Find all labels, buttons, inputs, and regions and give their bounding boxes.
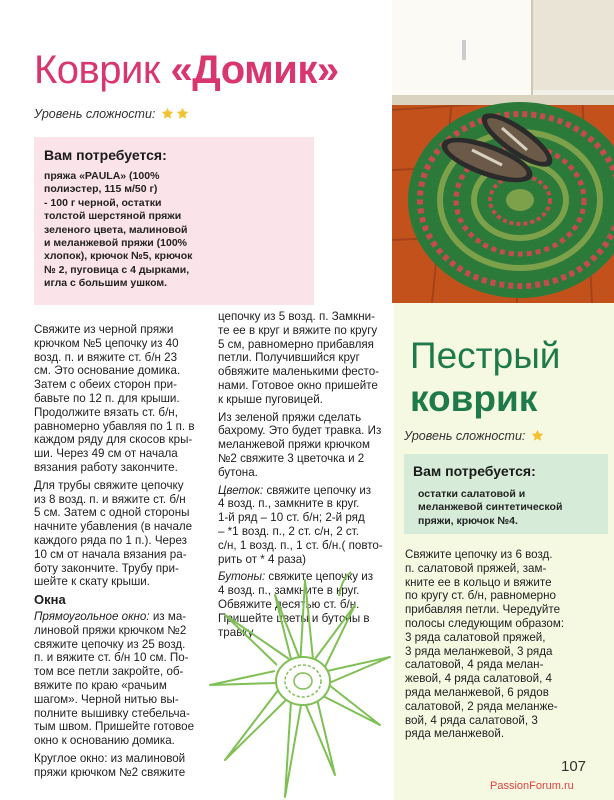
text-line: линовой пряжи крючком №2 — [34, 623, 187, 637]
text-line: из ма- — [149, 609, 187, 623]
text-line: 4 возд. п., замкните в круг. — [218, 584, 360, 598]
text-line: рить от * 4 раза) — [218, 552, 307, 566]
text-line: с/н, 1 возд. п., 1 ст. б/н.( повто- — [218, 538, 383, 552]
paragraph — [34, 323, 214, 475]
article1-level — [34, 107, 189, 121]
watermark: PassionForum.ru — [490, 780, 574, 792]
article1-title-name: «Домик» — [170, 48, 339, 92]
text-line: из 8 возд. п. и вяжите ст. б/н — [34, 492, 186, 506]
text-line: 5 см. Затем с одной стороны — [34, 506, 190, 520]
text-line: Круглое окно: из малиновой — [34, 751, 186, 765]
paragraph — [34, 752, 214, 780]
text-line: каждом ряду для скосов кры- — [34, 433, 193, 447]
text-line: 3 ряда салатовой пряжей, — [405, 630, 546, 644]
article1-materials-title: Вам потребуется: — [44, 147, 167, 163]
text-line: начните убавления (в начале — [34, 520, 193, 534]
text-line: 5 см, равномерно прибавляя — [218, 337, 374, 351]
section-heading-windows: Окна — [34, 592, 66, 608]
article2-title-line1: Пестрый — [410, 335, 561, 376]
text-line: Цветок: — [218, 483, 264, 497]
text-line: полосы следующим образом: — [405, 616, 565, 630]
text-line: шейте к скату крыши. — [34, 575, 150, 589]
text-line: №2 свяжите 3 цветочка и 2 — [218, 451, 365, 465]
materials-line: остатки салатовой и — [418, 488, 526, 500]
text-line: цепочку из 5 возд. п. Замкни- — [218, 310, 375, 323]
rug-photo-image — [392, 0, 614, 303]
text-line: Обвяжите десятью ст. б/н. — [218, 597, 360, 611]
text-line: Свяжите из черной пряжи — [34, 323, 174, 336]
text-line: салатовой, 2 ряда меланже- — [405, 699, 558, 713]
article2-level-label: Уровень сложности: — [404, 429, 526, 443]
paragraph — [405, 548, 610, 741]
text-line: петли. Получившийся круг — [218, 351, 360, 365]
text-line: к крыше пуговицей. — [218, 392, 323, 406]
text-line: см. Это основание домика. — [34, 364, 181, 378]
text-line: ряда меланжевой. — [405, 727, 505, 741]
text-line: свяжите цепочку из — [265, 570, 374, 584]
materials-line: зеленого цвета, малиновой — [44, 223, 188, 236]
text-line: бахрому. Это будет травка. Из — [218, 424, 382, 438]
page-number: 107 — [561, 758, 587, 775]
text-line: возд. п. и вяжите ст. б/н 23 — [34, 350, 178, 364]
text-line: травку. — [218, 625, 256, 639]
text-line: меланжевой пряжи крючком — [218, 438, 370, 452]
text-line: те ее в круг и вяжите по кругу — [218, 323, 378, 337]
text-line: бавьте по 12 п. для крыши. — [34, 391, 180, 405]
article2-level — [404, 429, 544, 443]
text-line: крючком №5 цепочку из 40 — [34, 336, 179, 350]
star-icon — [176, 107, 189, 120]
text-line: боту закончите. Трубу при- — [34, 561, 179, 575]
text-line: 1-й ряд – 10 ст. б/н; 2-й ряд — [218, 511, 365, 525]
text-line: прибавляя петли. Чередуйте — [405, 603, 561, 617]
article1-title — [34, 46, 339, 94]
text-line: бутона. — [218, 465, 258, 479]
text-line: Из зеленой пряжи сделать — [218, 410, 362, 424]
stem-curl-illustration — [335, 568, 355, 598]
article1-level-label: Уровень сложности: — [34, 107, 156, 121]
text-line: вой, 4 ряда салатовой, 3 — [405, 713, 538, 727]
text-line: 4 возд. п., замкните в круг. — [218, 497, 360, 511]
text-line: пряжи крючком №2 свяжите — [34, 765, 186, 779]
text-line: п. салатовой пряжей, зам- — [405, 561, 547, 575]
text-line: окно к основанию домика. — [34, 734, 175, 748]
text-line: том все петли закройте, об- — [34, 665, 184, 679]
text-line: по кругу ст. б/н, равномерно — [405, 589, 556, 603]
article1-title-prefix: Коврик — [34, 48, 171, 92]
materials-line: и меланжевой пряжи (100% — [44, 237, 187, 250]
rug-photo — [392, 0, 614, 303]
text-line: свяжите цепочку из — [263, 483, 372, 497]
paragraph — [34, 479, 214, 589]
materials-line: игла с большим ушком. — [44, 277, 168, 290]
materials-line: № 2, пуговица с 4 дырками, — [44, 263, 190, 276]
article1-column-1 — [34, 323, 214, 784]
text-line: вяжите по краю «рачьим — [34, 678, 167, 692]
paragraph — [218, 411, 394, 480]
text-line: тым швом. Пришейте готовое — [34, 720, 195, 734]
text-line: Прямоугольное окно: — [34, 609, 150, 623]
text-line: Затем с обеих сторон при- — [34, 378, 177, 392]
text-line: жевой, 4 ряда салатовой, 4 — [405, 672, 552, 686]
materials-line: пряжи, крючок №4. — [418, 514, 518, 527]
text-line: п. и вяжите ст. б/н 10 см. По- — [34, 651, 189, 665]
text-line: каждого ряда по 1 п.). Через — [34, 533, 187, 547]
text-line: вязания работу закончите. — [34, 460, 178, 474]
star-icon — [161, 107, 174, 120]
text-line: кните ее в кольцо и вяжите — [405, 575, 552, 589]
materials-line: хлопок), крючок №5, крючок — [44, 250, 193, 263]
text-line: ряда меланжевой, 6 рядов — [405, 685, 549, 699]
materials-line: толстой шерстяной пряжи — [44, 210, 182, 223]
text-line: 10 см от начала вязания ра- — [34, 547, 187, 561]
materials-line: полиэстер, 115 м/50 г) — [44, 183, 158, 196]
article2-materials-list — [418, 488, 604, 528]
text-line: Продолжите вязать ст. б/н, — [34, 405, 178, 419]
text-line: Для трубы свяжите цепочку — [34, 478, 184, 492]
paragraph — [218, 310, 394, 407]
text-line: свяжите цепочку из 25 возд. — [34, 637, 186, 651]
text-line: Пришейте цветы и бутоны в — [218, 611, 370, 625]
text-line: полните вышивку стебельча- — [34, 706, 190, 720]
paragraph — [34, 610, 214, 748]
text-line: салатовой, 4 ряда мелан- — [405, 658, 544, 672]
text-line: Бутоны: — [218, 570, 266, 584]
text-line: нами. Готовое окно пришейте — [218, 378, 378, 392]
text-line: 3 ряда меланжевой, 3 ряда — [405, 644, 553, 658]
article2-title-line2: коврик — [410, 378, 538, 419]
text-line: – *1 возд. п., 2 ст. с/н, 2 ст. — [218, 524, 359, 538]
paragraph — [218, 484, 394, 567]
star-icon — [531, 429, 544, 442]
text-line: шагом». Черной нитью вы- — [34, 692, 179, 706]
text-line: равномерно убавляя по 1 п. в — [34, 419, 195, 433]
materials-line: - 100 г черной, остатки — [44, 196, 162, 209]
article1-materials-list — [44, 170, 309, 291]
article2-materials-title: Вам потребуется: — [413, 463, 536, 479]
flower-illustration — [205, 575, 395, 800]
article2-body — [405, 548, 610, 745]
text-line: Свяжите цепочку из 6 возд. — [405, 548, 553, 561]
materials-line: меланжевой синтетической — [418, 501, 563, 514]
text-line: обвяжите маленькими фесто- — [218, 365, 380, 379]
materials-line: пряжа «PAULA» (100% — [44, 170, 160, 182]
text-line: ши. Через 49 см от начала — [34, 447, 178, 461]
